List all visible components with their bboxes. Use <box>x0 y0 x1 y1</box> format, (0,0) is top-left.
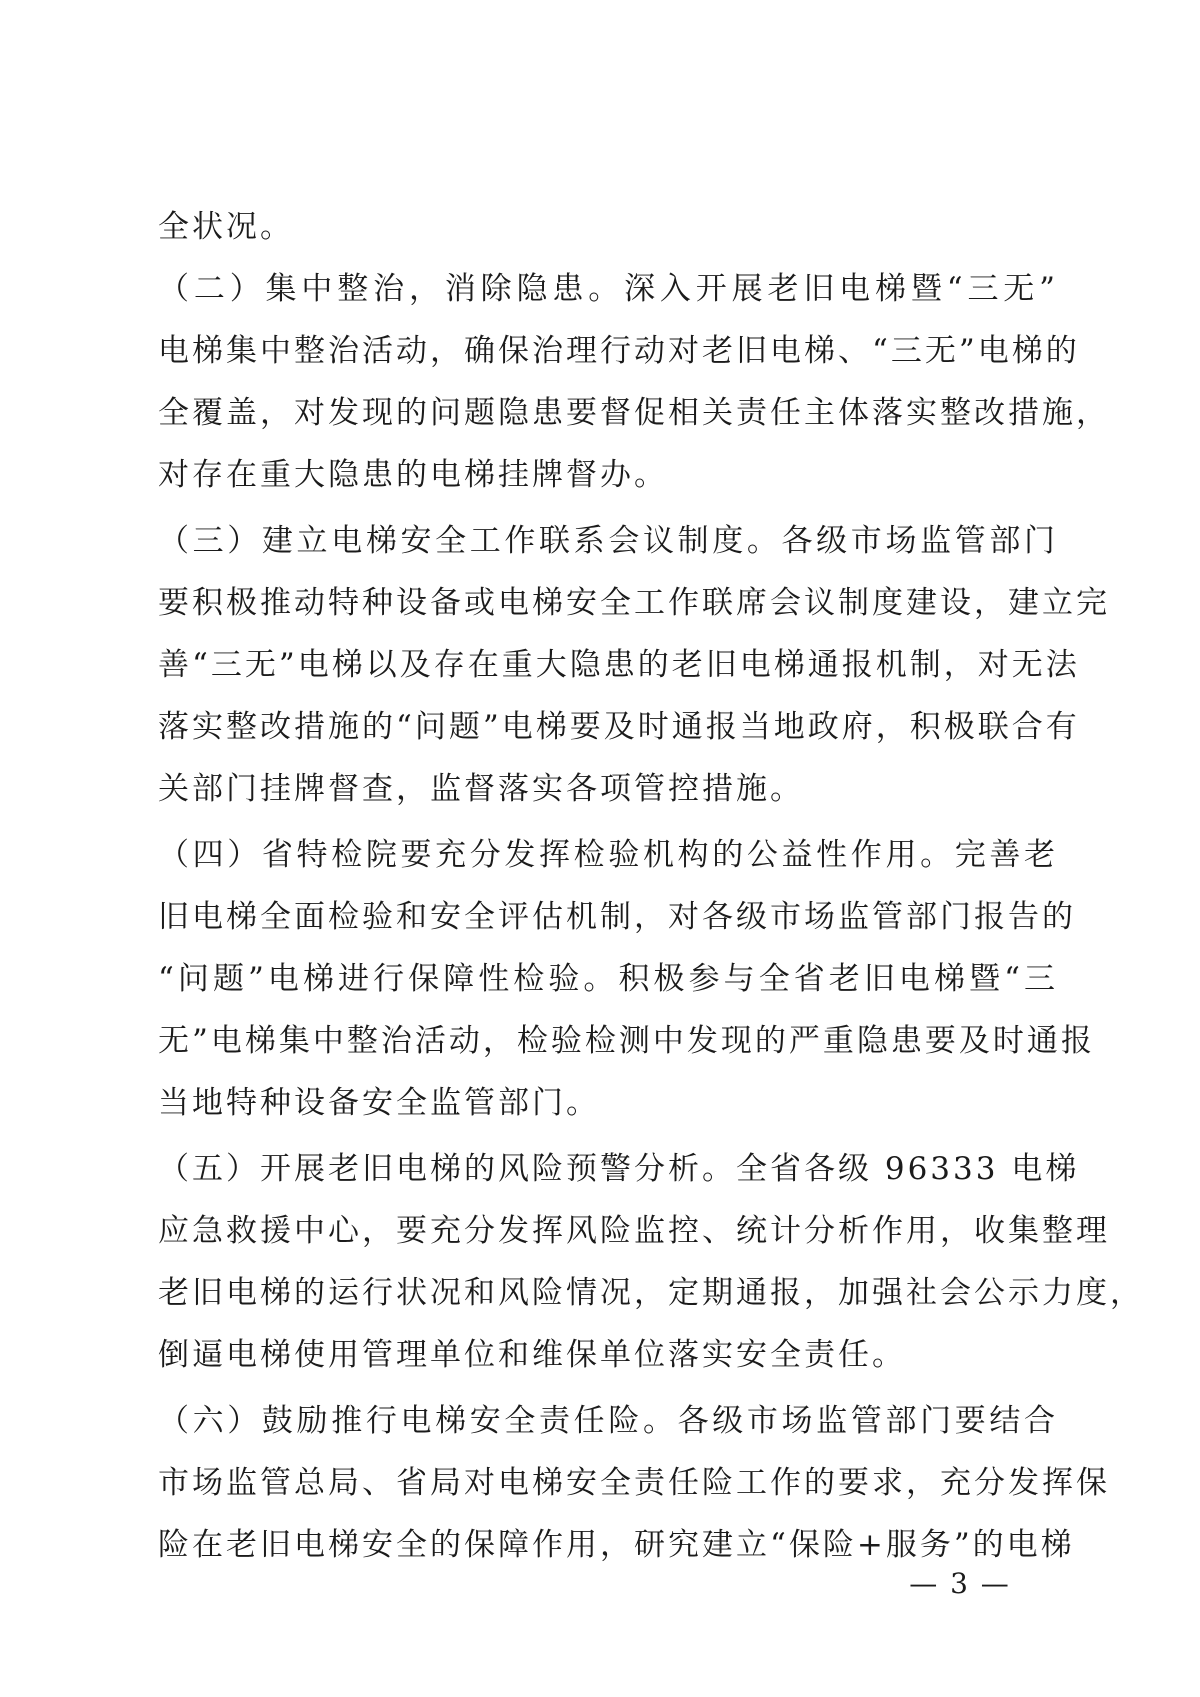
text-line: 电梯集中整治活动，确保治理行动对老旧电梯、“三无”电梯的 <box>158 333 1080 369</box>
text-line: 旧电梯全面检验和安全评估机制，对各级市场监管部门报告的 <box>158 899 1076 935</box>
text-line: 要积极推动特种设备或电梯安全工作联席会议制度建设，建立完 <box>158 585 1110 621</box>
text-line: 落实整改措施的“问题”电梯要及时通报当地政府，积极联合有 <box>158 709 1080 745</box>
text-line: 倒逼电梯使用管理单位和维保单位落实安全责任。 <box>158 1337 906 1373</box>
page-number: — 3 — <box>909 1567 1011 1600</box>
text-line: 老旧电梯的运行状况和风险情况，定期通报，加强社会公示力度， <box>158 1275 1144 1311</box>
text-line: （六）鼓励推行电梯安全责任险。各级市场监管部门要结合 <box>158 1403 1058 1439</box>
text-line: （二）集中整治，消除隐患。深入开展老旧电梯暨“三无” <box>158 271 1058 307</box>
text-line: 市场监管总局、省局对电梯安全责任险工作的要求，充分发挥保 <box>158 1465 1110 1501</box>
text-line: 无”电梯集中整治活动，检验检测中发现的严重隐患要及时通报 <box>158 1023 1095 1059</box>
text-line: （四）省特检院要充分发挥检验机构的公益性作用。完善老 <box>158 837 1058 873</box>
body-text <box>158 209 1144 1589</box>
text-line: （五）开展老旧电梯的风险预警分析。全省各级 96333 电梯 <box>158 1151 1080 1187</box>
text-line: 全状况。 <box>158 209 294 245</box>
text-line: “问题”电梯进行保障性检验。积极参与全省老旧电梯暨“三 <box>158 961 1058 997</box>
text-line: （三）建立电梯安全工作联系会议制度。各级市场监管部门 <box>158 523 1058 559</box>
text-line: 善“三无”电梯以及存在重大隐患的老旧电梯通报机制，对无法 <box>158 647 1080 683</box>
text-line: 关部门挂牌督查，监督落实各项管控措施。 <box>158 771 804 807</box>
text-line: 全覆盖，对发现的问题隐患要督促相关责任主体落实整改措施， <box>158 395 1110 431</box>
text-line: 应急救援中心，要充分发挥风险监控、统计分析作用，收集整理 <box>158 1213 1110 1249</box>
text-line: 险在老旧电梯安全的保障作用，研究建立“保险+服务”的电梯 <box>158 1527 1075 1563</box>
text-line: 对存在重大隐患的电梯挂牌督办。 <box>158 457 668 493</box>
text-line: 当地特种设备安全监管部门。 <box>158 1085 600 1121</box>
